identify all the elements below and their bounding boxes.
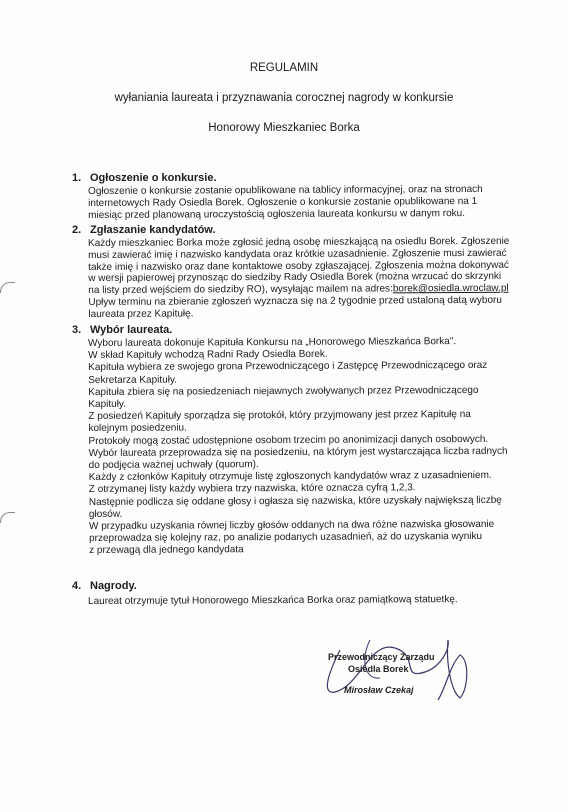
email-link[interactable]: borek@osiedla.wroclaw.pl [392, 282, 509, 295]
body-line: Laureat otrzymuje tytuł Honorowego Mieszkańca Borka oraz pamiątkową statuetkę. [88, 594, 458, 607]
body-line: Kapituły. [88, 398, 127, 411]
section-body [88, 236, 518, 321]
body-line: Kapituła wybiera ze swojego grona Przewodniczącego i Zastępcę Przewodniczącego oraz [88, 360, 488, 374]
section-heading: Wybór laureata. [90, 324, 173, 336]
body-line: głosów. [88, 508, 123, 520]
body-line: Z otrzymanej listy każdy wybiera trzy nazwiska, które oznacza cyfrą 1,2,3. [88, 482, 416, 496]
body-line: kolejnym posiedzeniu. [88, 422, 187, 435]
body-line: Ogłoszenie o konkursie zostanie opublikowane na tablicy informacyjnej, oraz na stronach [88, 183, 483, 197]
section-body [88, 336, 519, 558]
section-number: 3. [72, 324, 82, 336]
body-line: musi zawierać imię i nazwisko kandydata oraz krótkie uzasadnienie. Zgłoszenie musi zawierać [88, 247, 507, 261]
body-line: w wersji papierowej przynosząc do siedziby Rady Osiedla Borek (można wrzucać do skrzynki [88, 271, 502, 285]
body-line: także imię i nazwisko oraz dane kontaktowe osoby zgłaszającej. Zgłoszenia można dokonywać [88, 259, 509, 273]
section-body [88, 184, 518, 222]
body-line: Każdy z członków Kapituły otrzymuje listę zgłoszonych kandydatów wraz z uzasadnieniem. [88, 470, 492, 484]
body-line: Z posiedzeń Kapituły sporządza się protokół, który przyjmowany jest przez Kapitułę na [88, 409, 471, 423]
body-line: Protokoły mogą zostać udostępnione osobom trzecim po anonimizacji danych osobowych. [88, 433, 489, 447]
body-line: do podjęcia ważnej uchwały (quorum). [88, 459, 259, 472]
body-line: W skład Kapituły wchodzą Radni Rady Osiedla Borek. [88, 348, 328, 362]
section-body [88, 594, 518, 608]
document-subtitle: wyłaniania laureata i przyznawania corocznej nagrody w konkursie [114, 92, 454, 104]
body-line: Każdy mieszkaniec Borka może zgłosić jedną osobę mieszkającą na osiedlu Borek. Zgłoszenie [88, 235, 510, 249]
section-number: 2. [72, 224, 82, 236]
body-line: Następnie podlicza się oddane głosy i ogłasza się nazwiska, które uzyskały największą liczbę [88, 494, 502, 508]
section-heading: Nagrody. [90, 580, 137, 592]
body-line: Kapituła zbiera się na posiedzeniach niejawnych zwoływanych przez Przewodniczącego [88, 384, 479, 398]
signature-block [300, 620, 480, 710]
document-title: REGULAMIN [249, 62, 319, 74]
body-line: miesiąc przed planowaną uroczystością ogłoszenia laureata konkursu w danym roku. [88, 207, 466, 221]
body-line: Wyboru laureata dokonuje Kapituła Konkursu na „Honorowego Mieszkańca Borka". [88, 336, 457, 349]
body-line: Sekretarza Kapituły. [88, 374, 177, 386]
stamp-role-line2: Osiedla Borek [348, 664, 409, 674]
section-heading: Zgłaszanie kandydatów. [90, 224, 216, 236]
section-number: 4. [72, 580, 82, 592]
body-line: z przewagą dla jednego kandydata [89, 544, 244, 557]
body-line: W przypadku uzyskania równej liczby głosów oddanych na dwa różne nazwiska głosowanie [88, 518, 495, 533]
body-line: Wybór laureata przeprowadza się na posiedzeniu, na którym jest wystarczająca liczba radnych [88, 445, 508, 459]
body-line: Upływ terminu na zbieranie zgłoszeń wyznacza się na 2 tygodnie przed ustaloną datą wyboru [88, 294, 502, 308]
punch-hole-mark [0, 512, 15, 523]
section-heading: Ogłoszenie o konkursie. [90, 172, 217, 184]
contest-name: Honorowy Mieszkaniec Borka [208, 122, 360, 134]
section-number: 1. [72, 172, 82, 184]
body-line: laureata przez Kapitułę. [88, 308, 194, 320]
body-line-text: na listy przed wejściem do siedziby RO), wysyłając mailem na adres: [88, 283, 393, 297]
stamp-name: Mirosław Czekaj [344, 685, 414, 695]
stamp-role-line1: Przewodniczący Zarządu [328, 652, 435, 662]
punch-hole-mark [0, 282, 15, 293]
body-line: internetowych Rady Osiedla Borek. Ogłoszenie o konkursie zostanie opublikowane na 1 [88, 195, 478, 209]
body-line: przeprowadza się kolejny raz, po analizie podanych uzasadnień, aż do uzyskania wyniku [89, 531, 483, 545]
